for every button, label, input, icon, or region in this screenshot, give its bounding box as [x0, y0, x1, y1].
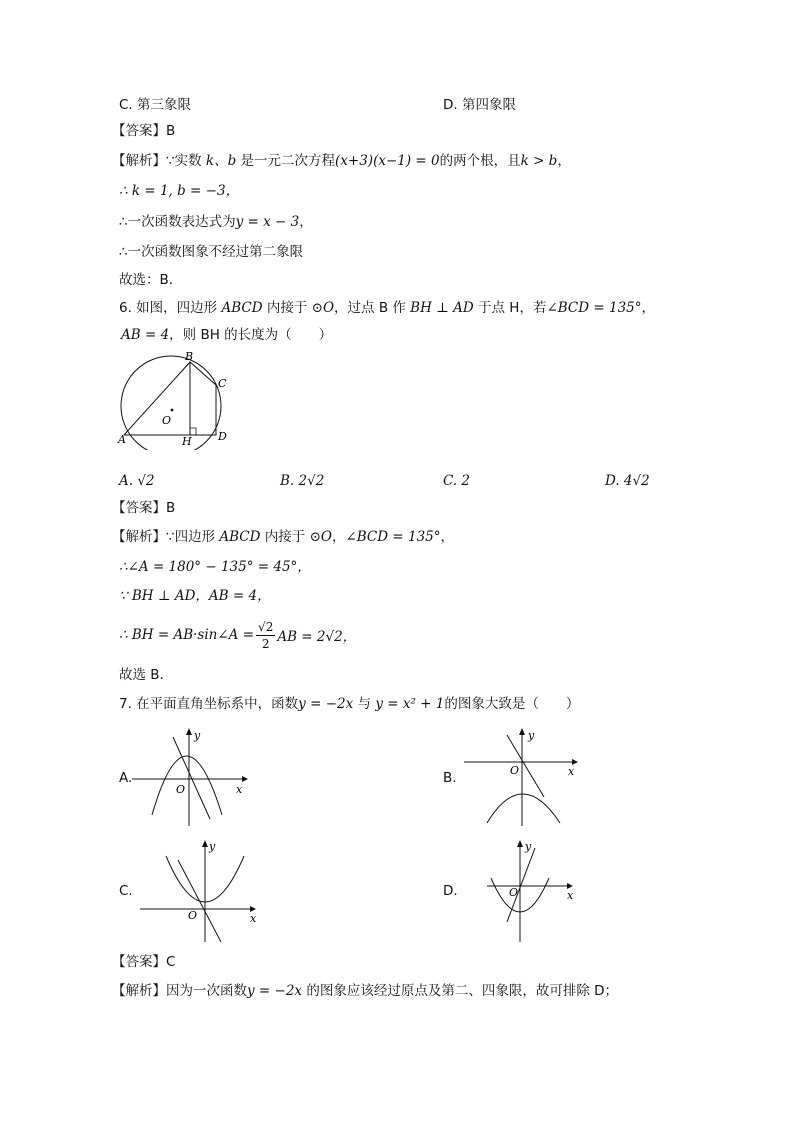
parabola: [152, 756, 222, 815]
origin-label: O: [176, 783, 186, 796]
q6-analysis-line-1: [112, 527, 454, 547]
y-label: y: [209, 840, 216, 853]
text: 与: [353, 696, 376, 712]
answer-label: 【答案】: [112, 954, 166, 970]
q6-stem-line-1: [119, 298, 655, 318]
text: 7. 在平面直角坐标系中，函数: [119, 696, 299, 712]
math: ∠BCD = 135°: [345, 529, 441, 545]
math: y = x² + 1: [375, 696, 445, 712]
q7-option-a-label: A.: [119, 770, 133, 786]
line: [507, 848, 535, 922]
q7-graph-c: [138, 838, 263, 944]
q5-option-d: D. 第四象限: [443, 97, 516, 113]
text: ，过点 B 作: [334, 300, 411, 316]
label-b: B: [185, 350, 194, 363]
q6-stem-line-2: [121, 325, 332, 345]
x-label: x: [250, 912, 257, 925]
origin-label: O: [509, 886, 519, 899]
q6-analysis-line-3: ∵ BH ⊥ AD，AB = 4，: [119, 588, 271, 604]
q7-analysis-line-1: [112, 981, 618, 1001]
text: 6. 如图，四边形: [119, 300, 222, 316]
q6-analysis-line-4: [119, 614, 356, 656]
q6-option-a: A. √2: [119, 473, 155, 489]
answer-label: 【答案】: [112, 123, 166, 139]
parabola: [487, 794, 560, 823]
q7-option-d-label: D.: [443, 883, 458, 899]
q5-analysis-line-2: ∴ k = 1, b = −3，: [119, 183, 240, 199]
q7-option-b-label: B.: [443, 770, 457, 786]
x-label: x: [568, 765, 575, 778]
q6-option-c: C. 2: [443, 473, 471, 489]
q5-analysis-line-1: [112, 151, 571, 171]
text: 的两个根，且: [439, 153, 521, 169]
answer-label: 【答案】: [112, 500, 166, 516]
text: ，: [440, 529, 455, 545]
math: (x+3)(x−1) = 0: [335, 153, 440, 169]
x-label: x: [236, 783, 243, 796]
q7-answer: [112, 952, 175, 972]
x-label: x: [567, 889, 574, 902]
analysis-label: 【解析】: [112, 153, 166, 169]
q5-option-c: C. 第三象限: [119, 97, 192, 113]
math: AB = 4: [121, 327, 170, 343]
x-arrow: [242, 776, 248, 782]
math: k、b: [205, 153, 237, 169]
text: 是一元二次方程: [236, 153, 336, 169]
math: BH ⊥ AD: [410, 300, 474, 316]
q7-graph-d: [485, 838, 585, 944]
q7-graph-a: [130, 727, 250, 827]
origin-label: O: [510, 764, 520, 777]
line: [173, 737, 210, 819]
math: y = x − 3: [235, 214, 300, 230]
fraction: [256, 619, 275, 652]
q6-circle-figure: [115, 350, 235, 450]
q7-option-c-label: C.: [119, 883, 133, 899]
math: ⊙O: [309, 529, 332, 545]
label-a: A: [118, 433, 126, 446]
text: ∵实数: [166, 153, 206, 169]
line: [178, 860, 221, 942]
text: 于点 H，若: [473, 300, 547, 316]
math: AB = 2√2，: [277, 629, 357, 645]
answer-value: B: [166, 500, 176, 516]
math: ∴ BH = AB·sin∠A =: [119, 627, 255, 643]
label-c: C: [218, 377, 227, 390]
q6-option-d: D. 4√2: [605, 473, 650, 489]
text: 内接于: [260, 529, 310, 545]
answer-value: B: [166, 123, 176, 139]
q5-answer: [112, 121, 175, 141]
label-d: D: [218, 430, 227, 443]
y-arrow: [186, 728, 192, 735]
text: ，则 BH 的长度为（ ）: [169, 327, 333, 343]
q5-analysis-line-5: 故选：B．: [119, 272, 183, 288]
y-label: y: [528, 729, 535, 742]
denominator: 2: [261, 636, 270, 651]
text: ∵四边形: [166, 529, 220, 545]
y-label: y: [194, 729, 201, 742]
q6-option-b: B. 2√2: [280, 473, 325, 489]
text: ，: [557, 153, 571, 169]
text: 内接于: [262, 300, 312, 316]
analysis-label: 【解析】: [112, 529, 166, 545]
math: y = −2x: [298, 696, 354, 712]
origin-label: O: [188, 909, 198, 922]
math: ABCD: [219, 529, 261, 545]
text: ，: [299, 214, 313, 230]
label-h: H: [182, 435, 192, 448]
q6-analysis-line-2: ∴∠A = 180° − 135° = 45°，: [119, 559, 311, 575]
math: k > b: [520, 153, 558, 169]
y-arrow: [517, 840, 523, 847]
math: y = −2x: [247, 983, 303, 999]
math: ∠BCD = 135°: [546, 300, 642, 316]
q5-analysis-line-3: [119, 212, 313, 232]
center-point: [171, 409, 174, 412]
answer-value: C: [166, 954, 176, 970]
q6-answer: [112, 498, 175, 518]
analysis-label: 【解析】: [112, 983, 166, 999]
q6-analysis-line-5: 故选 B．: [119, 667, 174, 683]
math: ⊙O: [311, 300, 335, 316]
y-label: y: [525, 840, 532, 853]
text: ，: [331, 529, 346, 545]
right-angle-mark: [190, 428, 196, 435]
text: 因为一次函数: [166, 983, 247, 999]
y-arrow: [519, 728, 525, 735]
text: ∴一次函数表达式为: [119, 214, 236, 230]
numerator: √2: [258, 619, 274, 634]
text: 的图象应该经过原点及第二、四象限，故可排除 D；: [302, 983, 619, 999]
math: ABCD: [221, 300, 263, 316]
text: ，: [641, 300, 656, 316]
y-arrow: [202, 840, 208, 847]
q5-analysis-line-4: ∴一次函数图象不经过第二象限: [119, 244, 304, 260]
label-o: O: [162, 414, 172, 427]
q7-graph-b: [462, 727, 587, 827]
circle-o: [121, 356, 221, 450]
q7-stem: [119, 694, 579, 714]
text: 的图象大致是（ ）: [444, 696, 580, 712]
